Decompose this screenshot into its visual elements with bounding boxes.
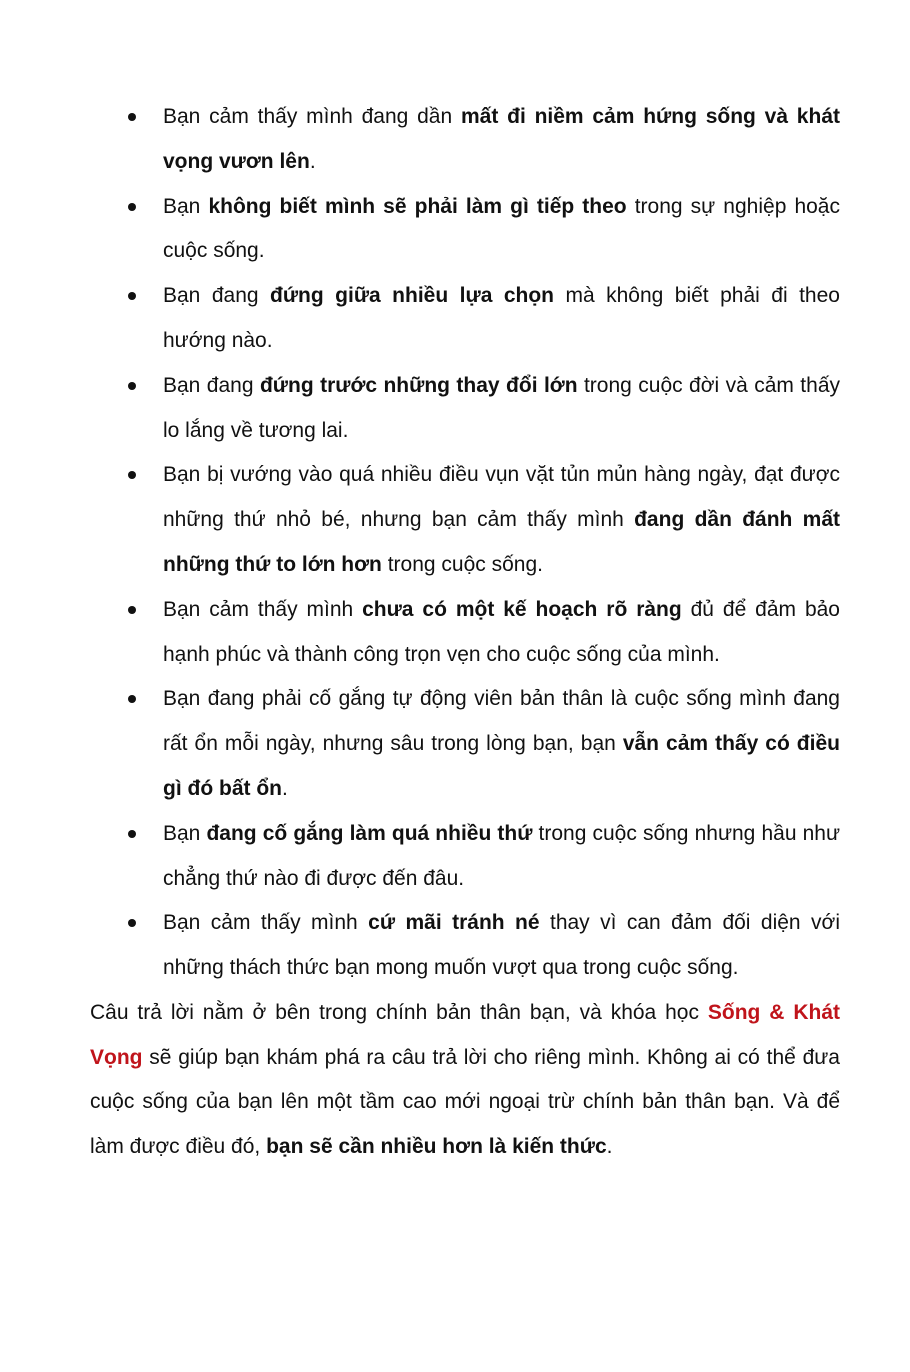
conclusion-emphasis: bạn sẽ cần nhiều hơn là kiến thức — [266, 1134, 607, 1158]
bullet-text: . — [309, 149, 316, 173]
bullet-text: thay vì can đảm đối diện với những thách thức bạn mong muốn vượt qua trong cuộc sống. — [163, 911, 840, 980]
list-item — [128, 364, 840, 454]
bullet-icon — [128, 919, 136, 927]
bullet-icon — [128, 203, 136, 211]
bullet-text: mà không biết phải đi theo hướng nào. — [163, 284, 840, 352]
conclusion-text: . — [606, 1134, 613, 1158]
bullet-emphasis: chưa có một kế hoạch rõ ràng — [362, 597, 682, 621]
bullet-icon — [128, 382, 136, 390]
bullet-text: Bạn đang — [163, 284, 271, 308]
bullet-icon — [128, 292, 136, 300]
bullet-text: Bạn cảm thấy mình — [163, 911, 369, 935]
bullet-icon — [128, 471, 136, 479]
bullet-emphasis: mất đi niềm cảm hứng sống và khát vọng vươn lên — [163, 105, 840, 173]
bullet-text: trong sự nghiệp hoặc cuộc sống. — [163, 194, 840, 263]
bullet-emphasis: không biết mình sẽ phải làm gì tiếp theo — [208, 194, 627, 218]
list-item — [128, 677, 840, 811]
bullet-text: Bạn cảm thấy mình — [163, 597, 363, 621]
bullet-emphasis: đang dần đánh mất những thứ to lớn hơn — [163, 508, 840, 576]
list-item — [128, 185, 840, 275]
list-item — [128, 274, 840, 364]
bullet-emphasis: cứ mãi tránh né — [368, 911, 540, 935]
bullet-icon — [128, 830, 136, 838]
list-item — [128, 95, 840, 185]
bullet-text: Bạn đang phải cố gắng tự động viên bản thân là cuộc sống mình đang rất ổn mỗi ngày, nhưng sâu trong lòng bạn, bạn — [163, 687, 840, 756]
bullet-text: Bạn — [163, 194, 209, 218]
bullet-text: đủ để đảm bảo hạnh phúc và thành công trọn vẹn cho cuộc sống của mình. — [163, 597, 840, 666]
list-item — [128, 812, 840, 902]
bullet-text: Bạn đang — [163, 373, 260, 397]
bullet-emphasis: đang cố gắng làm quá nhiều thứ — [206, 821, 533, 845]
list-item — [128, 901, 840, 991]
bullet-icon — [128, 695, 136, 703]
list-item — [128, 588, 840, 678]
conclusion-paragraph — [90, 991, 840, 1169]
bullet-text: . — [281, 776, 288, 800]
bullet-list — [128, 95, 840, 991]
bullet-text: trong cuộc sống nhưng hầu như chẳng thứ nào đi được đến đâu. — [163, 821, 841, 890]
bullet-text: Bạn — [163, 821, 207, 845]
conclusion-text: Câu trả lời nằm ở bên trong chính bản thân bạn, và khóa học — [90, 1001, 708, 1024]
bullet-emphasis: đứng trước những thay đổi lớn — [259, 373, 578, 397]
course-name: Sống & Khát Vọng — [90, 1001, 840, 1069]
bullet-icon — [128, 113, 136, 121]
conclusion-text: sẽ giúp bạn khám phá ra câu trả lời cho riêng mình. Không ai có thể đưa cuộc sống của bạn lên một tầm cao mới ngoại trừ chính bản thân bạn. Và để làm được điều đó, — [90, 1045, 840, 1158]
bullet-text: trong cuộc sống. — [381, 552, 543, 576]
bullet-text: Bạn cảm thấy mình đang dần — [163, 105, 461, 128]
bullet-text: Bạn bị vướng vào quá nhiều điều vụn vặt tủn mủn hàng ngày, đạt được những thứ nhỏ bé, nhưng bạn cảm thấy mình — [163, 463, 840, 532]
bullet-icon — [128, 606, 136, 614]
bullet-text: trong cuộc đời và cảm thấy lo lắng về tương lai. — [163, 373, 840, 442]
bullet-emphasis: đứng giữa nhiều lựa chọn — [270, 284, 554, 308]
bullet-emphasis: vẫn cảm thấy có điều gì đó bất ổn — [163, 732, 840, 800]
list-item — [128, 453, 840, 587]
